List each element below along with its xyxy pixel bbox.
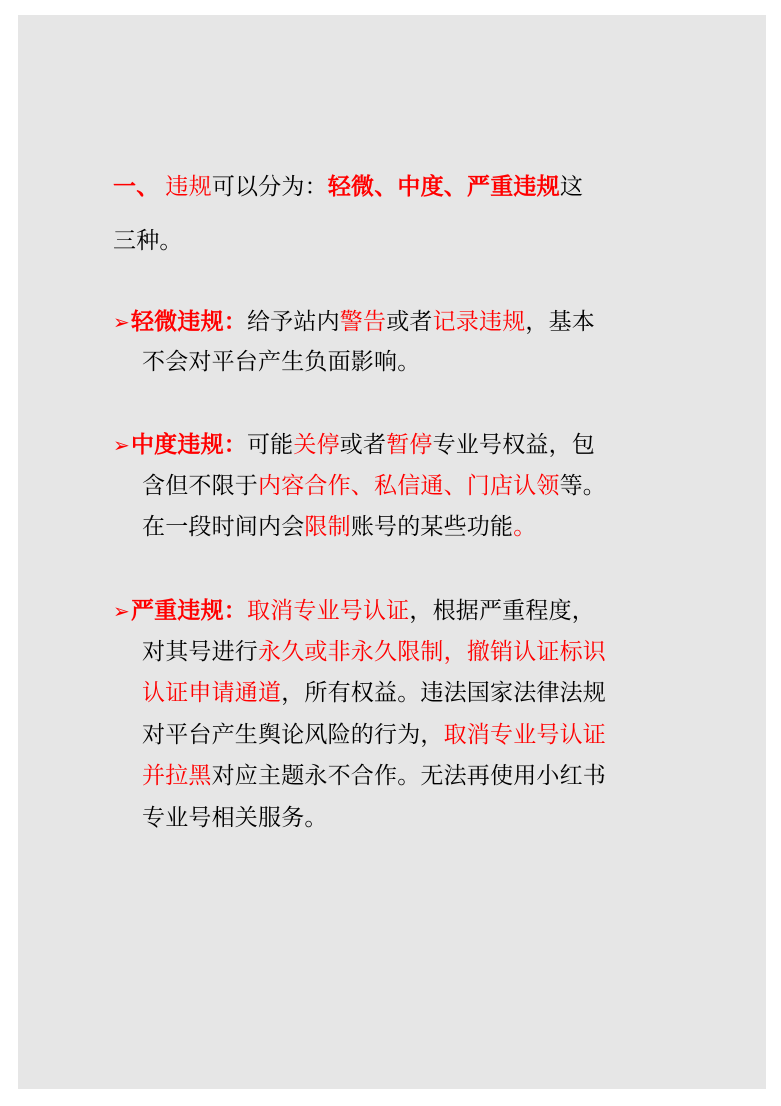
text-span: 。 bbox=[513, 514, 537, 540]
medium-violation-line-2 bbox=[142, 471, 606, 501]
light-violation-line-1 bbox=[113, 307, 595, 337]
highlight-limit: 限制 bbox=[304, 514, 351, 540]
highlight-application-channel: 认证申请通道 bbox=[142, 680, 282, 706]
text-span: 账号的某些功能 bbox=[350, 514, 514, 540]
arrow-bullet-icon: ➢ bbox=[113, 433, 130, 457]
light-violation-line-2 bbox=[142, 347, 420, 377]
highlight-warning: 警告 bbox=[339, 309, 387, 335]
text-span: 对其号进行 bbox=[142, 639, 258, 665]
text-span: 专业号权益，包 bbox=[432, 432, 595, 458]
highlight-suspend: 暂停 bbox=[386, 432, 433, 458]
text-span: ， bbox=[443, 639, 467, 665]
text-span: ，所有权益。违法国家法律法规 bbox=[281, 680, 607, 706]
highlight-revoke-badge: 撤销认证标识 bbox=[466, 639, 607, 665]
highlight-features: 内容合作、私信通、门店认领 bbox=[258, 473, 560, 499]
arrow-bullet-icon: ➢ bbox=[113, 310, 130, 334]
text-span: 对平台产生舆论风险的行为， bbox=[142, 722, 444, 748]
section-number: 一、 bbox=[113, 174, 160, 200]
severe-violation-line-1 bbox=[113, 596, 595, 626]
highlight-cancel-cert-2: 取消专业号认证 bbox=[443, 722, 607, 748]
severe-violation-line-6 bbox=[142, 803, 328, 833]
section-heading-line-1 bbox=[113, 172, 583, 202]
text-span: ，基本 bbox=[525, 309, 596, 335]
severe-violation-line-2 bbox=[142, 637, 606, 667]
highlight-shutdown: 关停 bbox=[293, 432, 340, 458]
highlight-blacklist: 并拉黑 bbox=[142, 763, 212, 789]
severe-violation-title: 严重违规： bbox=[130, 598, 247, 624]
text-span: 不会对平台产生负面影响。 bbox=[142, 349, 421, 375]
heading-text: 可以分为： bbox=[211, 174, 328, 200]
medium-violation-line-3 bbox=[142, 512, 536, 542]
text-span: 对应主题永不合作。无法再使用小红书 bbox=[211, 763, 607, 789]
medium-violation-title: 中度违规： bbox=[130, 432, 247, 458]
text-span: 可能 bbox=[246, 432, 294, 458]
severe-violation-line-3 bbox=[142, 678, 606, 708]
text-span: 在一段时间内会 bbox=[142, 514, 305, 540]
section-heading-line-2 bbox=[113, 226, 183, 256]
heading-text-end: 这 bbox=[559, 174, 584, 200]
arrow-bullet-icon: ➢ bbox=[113, 599, 130, 623]
text-span: 或者 bbox=[339, 432, 387, 458]
text-span: 专业号相关服务。 bbox=[142, 805, 328, 831]
highlight-permanent-limit: 永久或非永久限制 bbox=[258, 639, 444, 665]
text-span: 或者 bbox=[386, 309, 433, 335]
medium-violation-line-1 bbox=[113, 430, 595, 460]
term-violation: 违规 bbox=[165, 174, 212, 200]
highlight-cancel-cert: 取消专业号认证 bbox=[246, 598, 410, 624]
violation-levels: 轻微、中度、严重违规 bbox=[327, 174, 560, 200]
text-span: 给予站内 bbox=[246, 309, 340, 335]
text-span: 等。 bbox=[559, 473, 607, 499]
highlight-record: 记录违规 bbox=[432, 309, 526, 335]
heading-text-wrap: 三种。 bbox=[113, 228, 183, 254]
text-span: ，根据严重程度， bbox=[409, 598, 595, 624]
severe-violation-line-5 bbox=[142, 761, 606, 791]
severe-violation-line-4 bbox=[142, 720, 606, 750]
light-violation-title: 轻微违规： bbox=[130, 309, 247, 335]
text-span: 含但不限于 bbox=[142, 473, 258, 499]
